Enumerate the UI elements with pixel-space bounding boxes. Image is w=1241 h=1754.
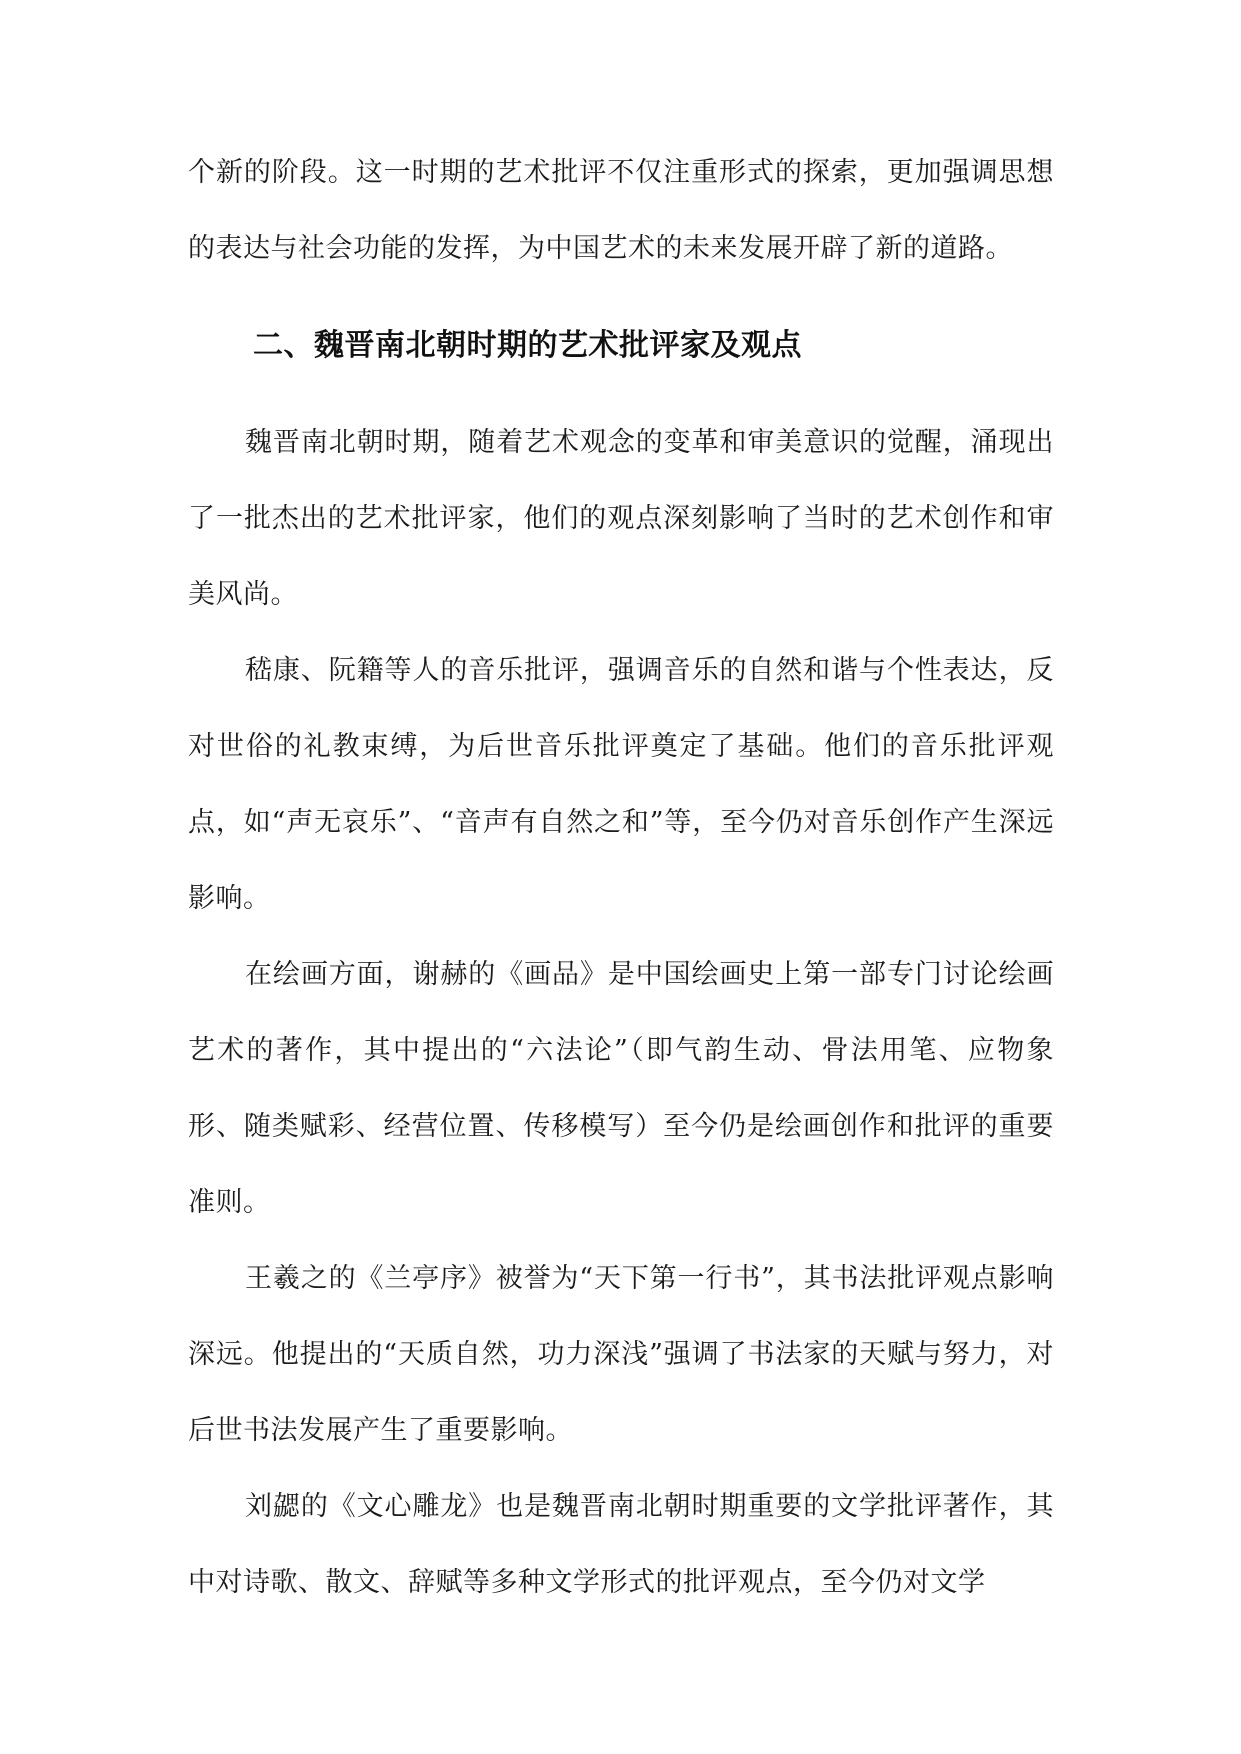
section-heading: 二、魏晋南北朝时期的艺术批评家及观点 xyxy=(253,328,802,363)
paragraph-music-criticism: 嵇康、阮籍等人的音乐批评，强调音乐的自然和谐与个性表达，反对世俗的礼教束缚，为后世音乐批评奠定了基础。他们的音乐批评观点，如“声无哀乐”、“音声有自然之和”等，至今仍对音乐创作产生深远影响。 xyxy=(188,655,1054,914)
paragraph-painting-criticism: 在绘画方面，谢赫的《画品》是中国绘画史上第一部专门讨论绘画艺术的著作，其中提出的“六法论”（即气韵生动、骨法用笔、应物象形、随类赋彩、经营位置、传移模写）至今仍是绘画创作和批评的重要准则。 xyxy=(188,959,1054,1218)
paragraph-literary-criticism: 刘勰的《文心雕龙》也是魏晋南北朝时期重要的文学批评著作，其中对诗歌、散文、辞赋等多种文学形式的批评观点，至今仍对文学 xyxy=(188,1491,1054,1598)
paragraph-intro: 魏晋南北朝时期，随着艺术观念的变革和审美意识的觉醒，涌现出了一批杰出的艺术批评家，他们的观点深刻影响了当时的艺术创作和审美风尚。 xyxy=(188,427,1054,610)
paragraph-calligraphy-criticism: 王羲之的《兰亭序》被誉为“天下第一行书”，其书法批评观点影响深远。他提出的“天质自然，功力深浅”强调了书法家的天赋与努力，对后世书法发展产生了重要影响。 xyxy=(188,1263,1054,1446)
paragraph-continuation: 个新的阶段。这一时期的艺术批评不仅注重形式的探索，更加强调思想的表达与社会功能的发挥，为中国艺术的未来发展开辟了新的道路。 xyxy=(188,157,1054,264)
document-body xyxy=(188,135,1054,1621)
